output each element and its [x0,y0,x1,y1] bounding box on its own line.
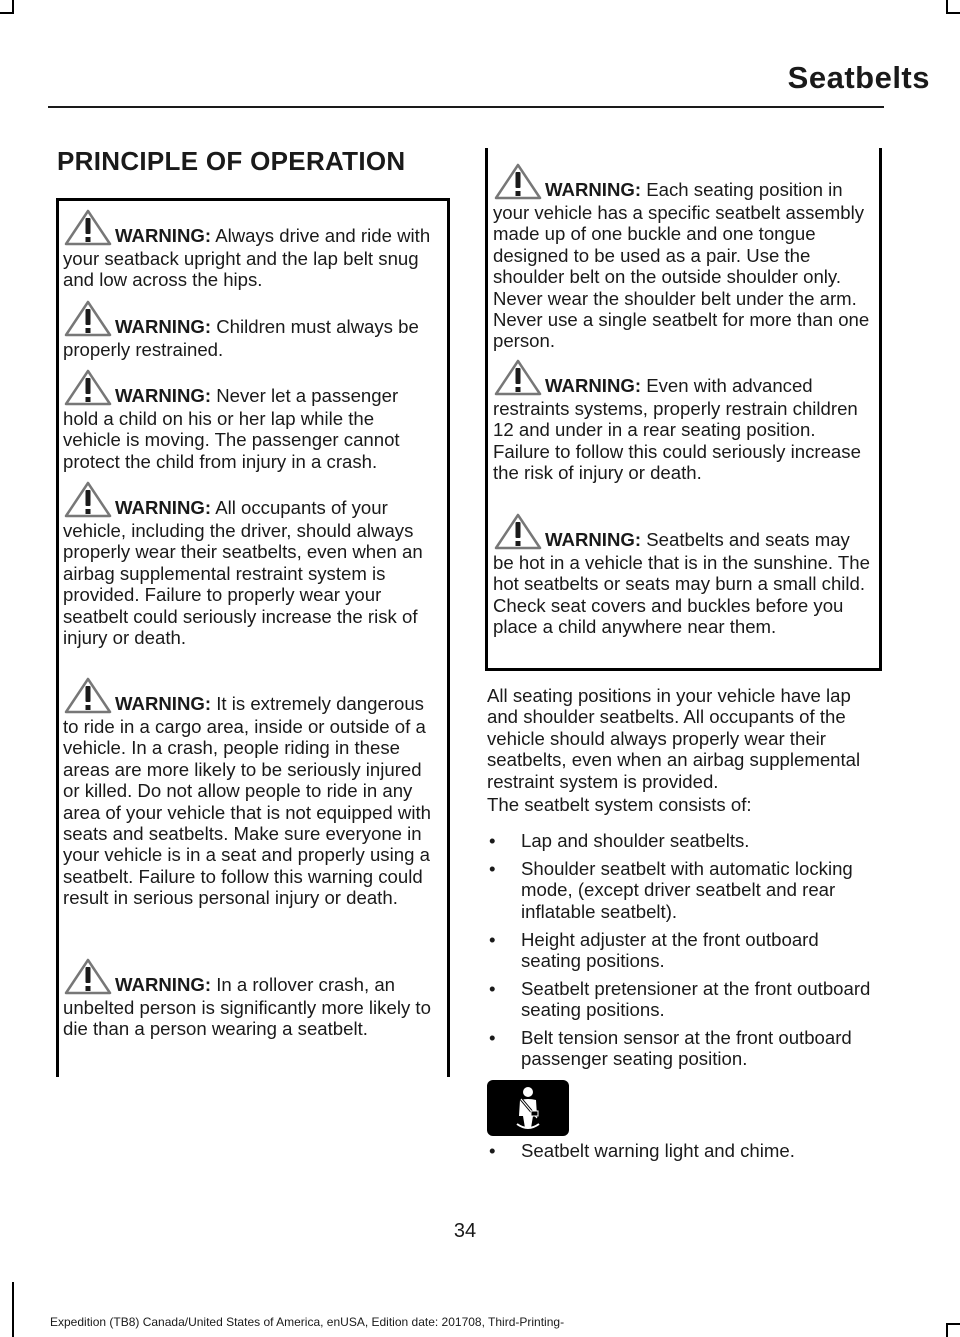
header-divider [48,106,884,108]
warning-text: It is extremely dangerous to ride in a cargo area, inside or outside of a vehicle. In a crash, people riding in these areas are more likely to be seriously injured or killed. Do not allow people to ride in any area of your vehicle that is not equipped with seats and seatbelts. Make sure everyone in your vehicle is in a seat and properly using a seatbelt. Failure to follow this warning could result in serious personal injury or death. [63,693,431,909]
warning-triangle-icon [493,358,543,398]
warning-triangle-icon [63,676,113,716]
bullet-marker: • [489,978,496,999]
warning-text: Seatbelts and seats may be hot in a vehicle that is in the sunshine. The hot seatbelts or seats may burn a small child. Check seat covers and buckles before you place a child anywhere near them. [493,529,870,638]
warning-triangle-icon [63,368,113,408]
warning-triangle-icon [63,480,113,520]
warning-text: In a rollover crash, an unbelted person is significantly more likely to die than a person wearing a seatbelt. [63,974,431,1040]
warning-block [63,368,437,472]
bullet-marker: • [489,830,496,851]
list-item-text: Seatbelt warning light and chime. [521,1140,795,1161]
warning-keyword: WARNING: [115,385,212,406]
footer-edition-text: Expedition (TB8) Canada/United States of America, enUSA, Edition date: 201708, Third-Printing- [50,1315,565,1329]
warning-block [63,299,437,360]
warning-block [63,480,437,648]
section-heading: PRINCIPLE OF OPERATION [57,146,406,176]
list-item-text: Shoulder seatbelt with automatic locking mode, (except driver seatbelt and rear inflatable seatbelt). [521,858,853,922]
warning-keyword: WARNING: [115,316,212,337]
bullet-marker: • [489,929,496,950]
consists-intro: The seatbelt system consists of: [487,794,752,815]
list-item-text: Height adjuster at the front outboard seating positions. [521,929,819,972]
body-paragraph: All seating positions in your vehicle have lap and shoulder seatbelts. All occupants of the vehicle should always properly wear their seatbelts, even when an airbag supplemental restraint system is provided. [487,685,861,792]
warning-text: Children must always be properly restrained. [63,316,419,360]
warning-text: All occupants of your vehicle, including the driver, should always properly wear their seatbelts, even when an airbag supplemental restraint system is provided. Failure to properly wear your seatbelt could seriously increase the risk of injury or death. [63,497,423,649]
warning-keyword: WARNING: [115,693,212,714]
warning-block [63,208,437,291]
list-item-text: Lap and shoulder seatbelts. [521,830,750,851]
list-item-text: Seatbelt pretensioner at the front outboard seating positions. [521,978,871,1021]
bullet-marker: • [489,858,496,879]
warning-block [493,358,870,484]
warning-triangle-icon [493,162,543,202]
warning-text: Even with advanced restraints systems, properly restrain children 12 and under in a rear seating position. Failure to follow this could seriously increase the risk of injury or death. [493,375,861,484]
warning-block [493,512,870,638]
warning-keyword: WARNING: [115,225,212,246]
warning-keyword: WARNING: [545,529,642,550]
warning-triangle-icon [63,299,113,339]
warning-triangle-icon [63,957,113,997]
warning-block [493,162,870,352]
warning-text: Always drive and ride with your seatback upright and the lap belt snug and low across the hips. [63,225,431,291]
warning-triangle-icon [63,208,113,248]
warning-block [63,957,437,1040]
warning-text: Never let a passenger hold a child on his or her lap while the vehicle is moving. The passenger cannot protect the child from injury in a crash. [63,385,400,472]
warning-keyword: WARNING: [115,497,212,518]
seatbelt-warning-icon [487,1080,569,1136]
warning-triangle-icon [493,512,543,552]
bullet-marker: • [489,1027,496,1048]
warning-keyword: WARNING: [545,375,642,396]
warning-block [63,676,437,909]
page-header-title: Seatbelts [787,60,930,95]
page-number: 34 [453,1220,477,1242]
warning-keyword: WARNING: [115,974,212,995]
bullet-marker: • [489,1140,496,1161]
warning-keyword: WARNING: [545,179,642,200]
warning-text: Each seating position in your vehicle has a specific seatbelt assembly made up of one buckle and one tongue designed to be used as a pair. Use the shoulder belt on the outside shoulder only. Never wear the shoulder belt under the arm. Never use a single seatbelt for more than one person. [493,179,870,352]
list-item-text: Belt tension sensor at the front outboard passenger seating position. [521,1027,852,1070]
